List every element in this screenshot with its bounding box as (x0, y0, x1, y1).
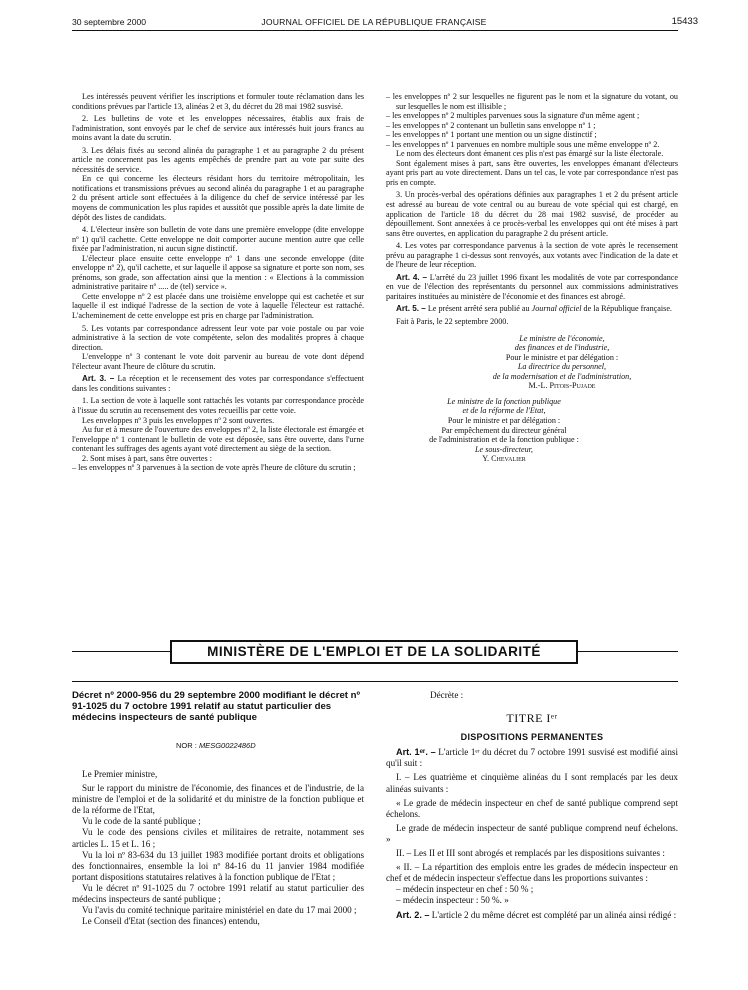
left-column-bottom (72, 766, 364, 927)
article-label: Art. 5. – (396, 304, 426, 314)
article-text: L'article 2 du même décret est complété par un alinéa ainsi rédigé : (431, 909, 677, 920)
signature-line: Le ministre de la fonction publique (447, 396, 561, 406)
signature-block-1 (386, 334, 678, 391)
nor-reference (176, 741, 256, 750)
article-text: de la République française. (583, 304, 672, 314)
journal-title: JOURNAL OFFICIEL DE LA RÉPUBLIQUE FRANÇAISE (261, 17, 487, 27)
paragraph: Vu la loi nº 83-634 du 13 juillet 1983 modifiée portant droits et obligations des fonctionnaires, ensemble la loi nº 84-16 du 11 janvier 1984 modifiée portant dispositions statutaires relatives à la fonction publique de l'Etat ; (72, 849, 364, 882)
list-item: – les enveloppes nº 2 multiples parvenues sous la signature d'un même agent ; (386, 111, 640, 121)
paragraph: Au fur et à mesure de l'ouverture des enveloppes nº 2, la liste électorale est émargée et l'enveloppe nº 1 contenant le bulletin de vote est déposée, sans être ouverte, dans l'urne contenant les suffrages des agents ayant voté directement au siège de la section. (72, 425, 364, 454)
article-3 (72, 374, 364, 393)
list-item: – les enveloppes nº 2 sur lesquelles ne figurent pas le nom et la signature du votant, ou sur lesquelles le nom est illisible ; (386, 92, 678, 111)
article-5 (386, 304, 678, 314)
decree-title: Décret nº 2000-956 du 29 septembre 2000 modifiant le décret nº 91-1025 du 7 octobre 1991 relatif au statut particulier des médecins inspecteurs de santé publique (72, 690, 361, 723)
list-item: – les enveloppes nº 2 contenant un bulletin sans enveloppe nº 1 ; (386, 120, 596, 130)
paragraph: 5. Les votants par correspondance adressent leur vote par voie postale ou par voie administrative à la section de vote compétente, selon des modalités propres à chaque direction. (72, 323, 364, 352)
nor-code: MESG0022486D (198, 741, 256, 750)
paragraph: Les enveloppes nº 3 puis les enveloppes nº 2 sont ouvertes. (82, 415, 275, 425)
paragraph: Vu le décret nº 91-1025 du 7 octobre 1991 relatif au statut particulier des médecins inspecteurs de santé publique ; (72, 882, 364, 905)
paragraph: Sur le rapport du ministre de l'économie, des finances et de l'industrie, de la ministre de l'emploi et de la solidarité et du ministre de la fonction publique et de la réforme de l'Etat, (72, 783, 364, 816)
dispositions-heading: DISPOSITIONS PERMANENTES (460, 732, 604, 743)
list-item: – médecin inspecteur : 50 %. » (396, 895, 509, 906)
signature-line: Le sous-directeur, (475, 444, 533, 454)
article-text-italic: Journal officiel (531, 304, 582, 314)
nor-label: NOR : (176, 741, 197, 750)
decrete: Décrète : (430, 690, 464, 700)
paragraph: Sont également mises à part, sans être ouvertes, les enveloppes émanant d'électeurs ayant pris part au vote directement. Dans un tel cas, le vote par correspondance n'est pas pris en compte. (386, 158, 678, 187)
article-4 (386, 273, 678, 302)
paragraph: Cette enveloppe nº 2 est placée dans une troisième enveloppe qui est cachetée et sur laquelle il est indiqué l'adresse de la section de vote à laquelle l'électeur est rattaché. L'acheminement de cette enveloppe est pris en charge par l'administration. (72, 291, 364, 321)
article-label: Art. 4. – (396, 272, 428, 282)
fait-a-paris: Fait à Paris, le 22 septembre 2000. (396, 317, 509, 327)
list-item: – médecin inspecteur en chef : 50 % ; (396, 884, 534, 895)
signature-line: et de la réforme de l'Etat, (462, 406, 546, 416)
signature-line: Pour le ministre et par délégation : (447, 415, 561, 425)
paragraph: 4. Les votes par correspondance parvenus à la section de vote après le recensement prévu au paragraphe 1 ci-dessus sont renvoyés, aux votants avec l'indication de la date et de l'heure de leur réception. (386, 241, 678, 270)
paragraph: « II. – La répartition des emplois entre les grades de médecin inspecteur en chef et de médecin inspecteur s'effectue dans les proportions suivantes : (386, 862, 678, 884)
paragraph: II. – Les II et III sont abrogés et remplacés par les dispositions suivantes : (396, 848, 665, 859)
ministry-banner: MINISTÈRE DE L'EMPLOI ET DE LA SOLIDARITÉ (170, 640, 578, 664)
right-column-top (386, 92, 678, 464)
article-label: Art. 1ᵉʳ. – (396, 747, 436, 758)
signature-line: de l'administration et de la fonction publique : (429, 435, 579, 445)
paragraph: 3. Un procès-verbal des opérations définies aux paragraphes 1 et 2 du présent article est adressé au bureau de vote central ou au bureau de vote spécial qui est chargé, en application de l'article 18 du décret du 28 mai 1982 susvisé, de procéder au dépouillement. Sont annexées à ce procès-verbal les enveloppes qui ont été mises à part sans être ouvertes, en application du paragraphe 2 du présent article. (386, 190, 678, 238)
article-label: Art. 3. – (82, 374, 115, 384)
header-rule (72, 30, 678, 31)
article-1 (386, 747, 678, 769)
paragraph: Le Premier ministre, (82, 769, 158, 779)
signature-line: Pour le ministre et par délégation : (505, 352, 619, 362)
article-text: L'article 1ᵉʳ du décret du 7 octobre 1991 susvisé est modifié ainsi qu'il suit : (386, 747, 678, 769)
signatory-name: M.-L. Pitois-Pujade (528, 381, 596, 391)
article-2 (386, 910, 678, 921)
page-header (0, 14, 748, 30)
banner-rule-left (72, 651, 170, 652)
paragraph: Le grade de médecin inspecteur de santé publique comprend neuf échelons. » (386, 822, 678, 844)
list-item: – les enveloppes nº 3 parvenues à la section de vote après l'heure de clôture du scrutin ; (72, 463, 356, 473)
paragraph: Vu le code des pensions civiles et militaires de retraite, notamment ses articles L. 15 et L. 16 ; (72, 827, 364, 849)
signature-line: des finances et de l'industrie, (514, 343, 610, 353)
article-label: Art. 2. – (396, 909, 430, 920)
paragraph: L'enveloppe nº 3 contenant le vote doit parvenir au bureau de vote dont dépend l'électeur avant l'heure de clôture du scrutin. (72, 352, 364, 371)
section-rule (72, 681, 678, 682)
article-text: L'arrêté du 23 juillet 1996 fixant les modalités de vote par correspondance en vue de l'élection des représentants du personnel aux commissions administratives paritaires instituées au ministère de l'économie et des finances est abrogé. (386, 272, 679, 301)
article-text: La réception et le recensement des votes par correspondance s'effectuent dans les conditions suivantes : (72, 374, 365, 393)
header-date: 30 septembre 2000 (72, 17, 147, 27)
signature-line: La directrice du personnel, (517, 362, 607, 372)
paragraph: 3. Les délais fixés au second alinéa du paragraphe 1 et au paragraphe 2 du présent article ne concernent pas les agents empêchés de prendre part au vote par suite des nécessités de service. (72, 145, 364, 174)
paragraph: Le Conseil d'Etat (section des finances) entendu, (82, 916, 260, 927)
paragraph: 2. Les bulletins de vote et les enveloppes nécessaires, établis aux frais de l'administration, sont envoyés par le chef de service aux intéressés huit jours francs au moins avant la date du scrutin. (72, 114, 364, 143)
paragraph: I. – Les quatrième et cinquième alinéas du I sont remplacés par les deux alinéas suivants : (386, 772, 678, 794)
list-item: – les enveloppes nº 1 parvenues en nombre multiple sous une même enveloppe nº 2. (386, 139, 660, 149)
paragraph: Vu l'avis du comité technique paritaire ministériel en date du 17 mai 2000 ; (82, 905, 357, 916)
banner-rule-right (578, 651, 678, 652)
signature-line: Le ministre de l'économie, (519, 333, 605, 343)
page-number: 15433 (671, 16, 698, 27)
paragraph: En ce qui concerne les électeurs résidant hors du territoire métropolitain, les notifications et transmissions prévues au second alinéa du paragraphe 1 et au paragraphe 2 du présent article sont effectuées à la diligence du chef de service intéressé par les moyens de communication les plus rapides et aussitôt que possible après la date limite de dépôt des listes de candidats. (72, 174, 364, 222)
signature-line: Par empêchement du directeur général (441, 425, 567, 435)
paragraph: Les intéressés peuvent vérifier les inscriptions et formuler toute réclamation dans les conditions prévues par l'article 13, alinéas 2 et 3, du décret du 28 mai 1982 susvisé. (72, 92, 364, 111)
signature-block-2 (386, 397, 678, 464)
paragraph: 2. Sont mises à part, sans être ouvertes : (82, 453, 212, 463)
signature-line: de la modernisation et de l'administration, (492, 371, 632, 381)
right-column-bottom (386, 690, 678, 921)
paragraph: « Le grade de médecin inspecteur en chef de santé publique comprend sept échelons. (386, 797, 678, 819)
left-column-top (72, 92, 364, 473)
titre-heading: TITRE Iᵉʳ (506, 711, 558, 726)
paragraph: 1. La section de vote à laquelle sont rattachés les votants par correspondance procède à l'issue du scrutin au recensement des votes recueillis par cette voie. (72, 396, 364, 415)
paragraph: Vu le code de la santé publique ; (82, 816, 201, 827)
article-text: Le présent arrêté sera publié au (427, 304, 530, 314)
signatory-name: Y. Chevalier (482, 454, 526, 464)
list-item: – les enveloppes nº 1 portant une mention ou un signe distinctif ; (386, 130, 597, 140)
paragraph: 4. L'électeur insère son bulletin de vote dans une première enveloppe (dite enveloppe nº 1) qu'il cachette. Cette enveloppe ne doit comporter aucune mention autre que celle fixée par l'administration, ni aucun signe distinctif. (72, 225, 364, 254)
paragraph: L'électeur place ensuite cette enveloppe nº 1 dans une seconde enveloppe (dite enveloppe nº 2), qu'il cachette, et sur laquelle il appose sa signature et porte son nom, ses prénoms, son grade, son affectation ainsi que la mention : « Elections à la commission administrative paritaire nº ..... de (tel) service ». (72, 253, 364, 292)
paragraph: Le nom des électeurs dont émanent ces plis n'est pas émargé sur la liste électorale. (396, 149, 664, 159)
